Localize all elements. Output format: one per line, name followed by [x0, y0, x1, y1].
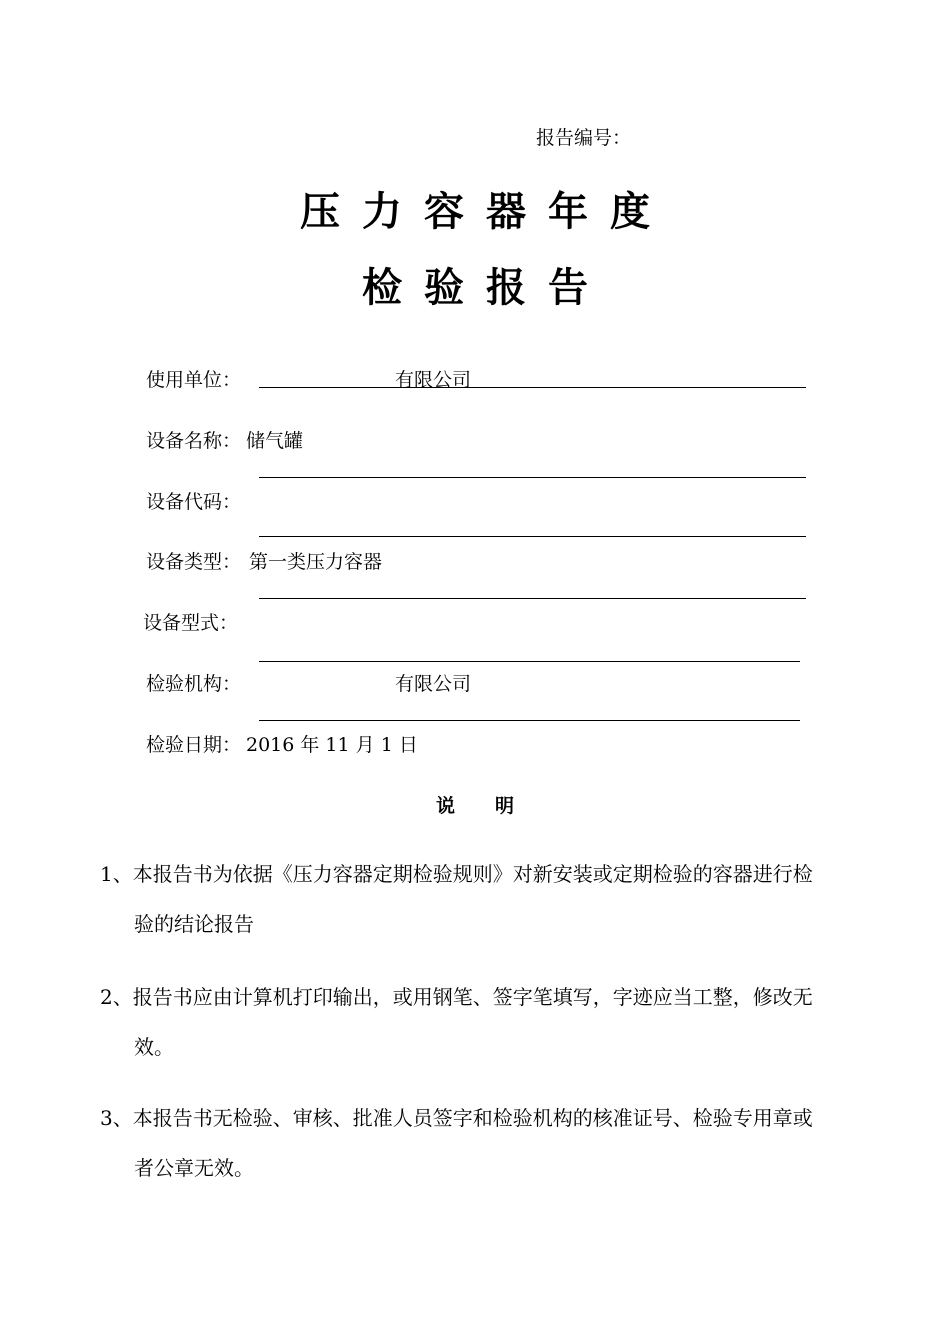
equipment-code-label: 设备代码：: [146, 491, 242, 513]
user-unit-label: 使用单位：: [146, 369, 242, 391]
inspection-org-label: 检验机构：: [146, 673, 242, 695]
equipment-model-label: 设备型式：: [143, 612, 239, 634]
note-2-line-2: 效。: [134, 1035, 174, 1059]
inspection-date-label: 检验日期：: [146, 734, 242, 756]
document-title-line-2: 检验报告: [362, 265, 610, 311]
equipment-name-label: 设备名称：: [146, 430, 242, 452]
notes-title-part-1: 说: [435, 795, 455, 817]
equipment-type-value: 第一类压力容器: [249, 551, 383, 573]
report-number-label: 报告编号：: [536, 127, 632, 149]
note-2-line-1: 2、报告书应由计算机打印输出，或用钢笔、签字笔填写，字迹应当工整，修改无: [100, 985, 813, 1009]
notes-title: [0, 791, 950, 818]
equipment-type-label: 设备类型：: [146, 551, 242, 573]
inspection-date-value: 2016 年 11 月 1 日: [246, 734, 418, 756]
note-1-line-2: 验的结论报告: [134, 912, 254, 936]
document-title-line-1: 压力容器年度: [300, 189, 672, 235]
note-3-line-2: 者公章无效。: [134, 1156, 254, 1180]
equipment-name-value: 储气罐: [246, 430, 304, 452]
note-3-line-1: 3、本报告书无检验、审核、批准人员签字和检验机构的核准证号、检验专用章或: [100, 1106, 813, 1130]
note-1-line-1: 1、本报告书为依据《压力容器定期检验规则》对新安装或定期检验的容器进行检: [100, 862, 813, 886]
equipment-model-underline: [259, 661, 800, 662]
inspection-org-value: 有限公司: [395, 673, 472, 695]
inspection-org-underline: [259, 720, 800, 721]
equipment-code-underline: [259, 536, 806, 537]
equipment-type-underline: [259, 598, 806, 599]
notes-title-part-2: 明: [495, 795, 515, 817]
equipment-name-underline: [259, 477, 806, 478]
user-unit-value: 有限公司: [395, 369, 472, 391]
user-unit-underline: [259, 387, 806, 388]
